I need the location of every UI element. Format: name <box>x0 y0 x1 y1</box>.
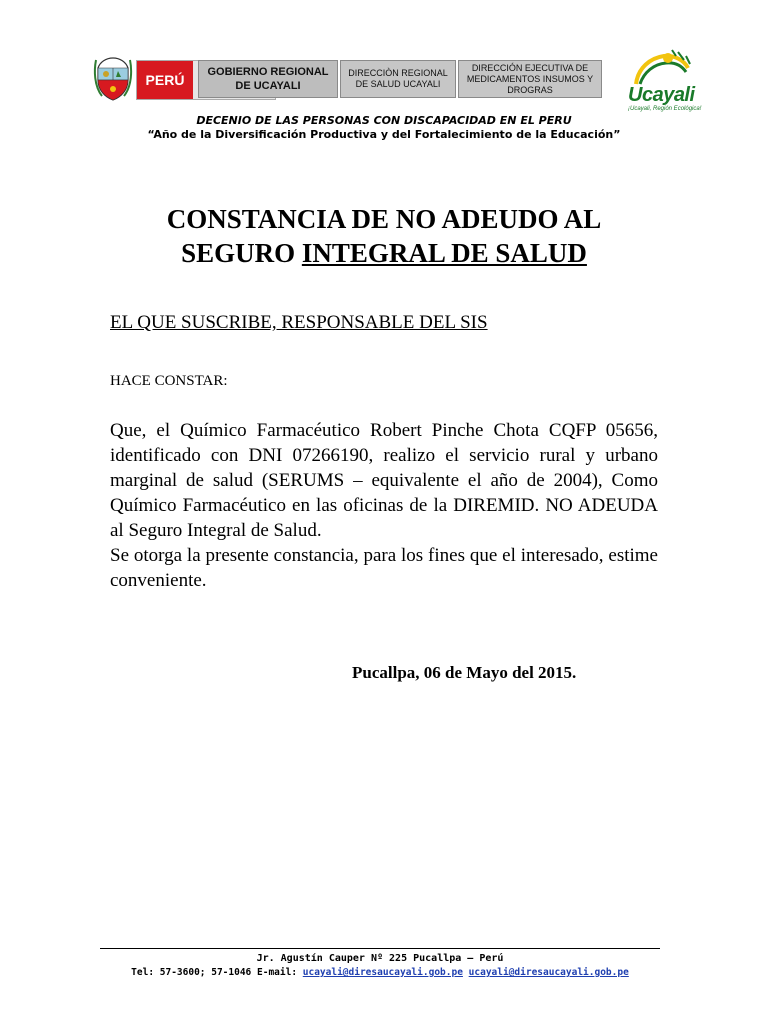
email-link-2[interactable]: ucayali@diresaucayali.gob.pe <box>468 967 629 978</box>
footer-phones: Tel: 57-3600; 57-1046 E-mail: <box>131 967 303 978</box>
direccion-regional-label: DIRECCIÒN REGIONAL DE SALUD UCAYALI <box>340 60 456 98</box>
body-paragraph-2: Se otorga la presente constancia, para los fines que el interesado, estime conveniente. <box>110 545 658 591</box>
ucayali-emblem-icon <box>624 48 704 88</box>
footer-address: Jr. Agustín Cauper Nº 225 Pucallpa – Perú <box>256 953 504 964</box>
title-line-2-plain: SEGURO <box>181 238 302 268</box>
gobierno-regional-label: GOBIERNO REGIONAL DE UCAYALI <box>198 60 338 98</box>
decenio-block <box>100 114 668 142</box>
ucayali-logo-tagline: ¡Ucayali, Región Ecológica! <box>628 106 702 112</box>
issue-date: Pucallpa, 06 de Mayo del 2015. <box>352 663 577 682</box>
hace-constar-label: HACE CONSTAR: <box>110 373 228 389</box>
title-line-1: CONSTANCIA DE NO ADEUDO AL <box>166 204 602 234</box>
title-line-2 <box>80 236 688 270</box>
body-paragraph-1: Que, el Químico Farmacéutico Robert Pinche Chota CQFP 05656, identificado con DNI 07266190, realizo el servicio rural y urbano marginal de salud (SERUMS – equivalente el año de 2004), Como Químico Farmacéutico en las oficinas de la DIREMID. NO ADEUDA al Seguro Integral de Salud. <box>110 420 658 541</box>
subscriber-heading: EL QUE SUSCRIBE, RESPONSABLE DEL SIS <box>110 312 488 333</box>
letterhead <box>84 52 704 110</box>
peru-label: PERÚ <box>137 61 193 99</box>
direccion-ejecutiva-label: DIRECCIÓN EJECUTIVA DE MEDICAMENTOS INSUMOS Y DROGRAS <box>458 60 602 98</box>
ucayali-logo-text: Ucayali <box>628 84 695 106</box>
footer-divider <box>100 948 660 949</box>
decenio-line: DECENIO DE LAS PERSONAS CON DISCAPACIDAD EN EL PERU <box>196 114 572 127</box>
year-motto: “Año de la Diversificación Productiva y del Fortalecimiento de la Educación” <box>147 128 621 141</box>
certificate-body <box>110 418 658 593</box>
title-line-2-underlined: INTEGRAL DE SALUD <box>301 238 587 268</box>
document-title <box>80 202 688 270</box>
ucayali-logo <box>624 48 704 114</box>
footer <box>100 952 660 980</box>
email-link-1[interactable]: ucayali@diresaucayali.gob.pe <box>302 967 463 978</box>
footer-contact <box>100 966 660 980</box>
peru-coat-of-arms-icon <box>92 56 134 102</box>
